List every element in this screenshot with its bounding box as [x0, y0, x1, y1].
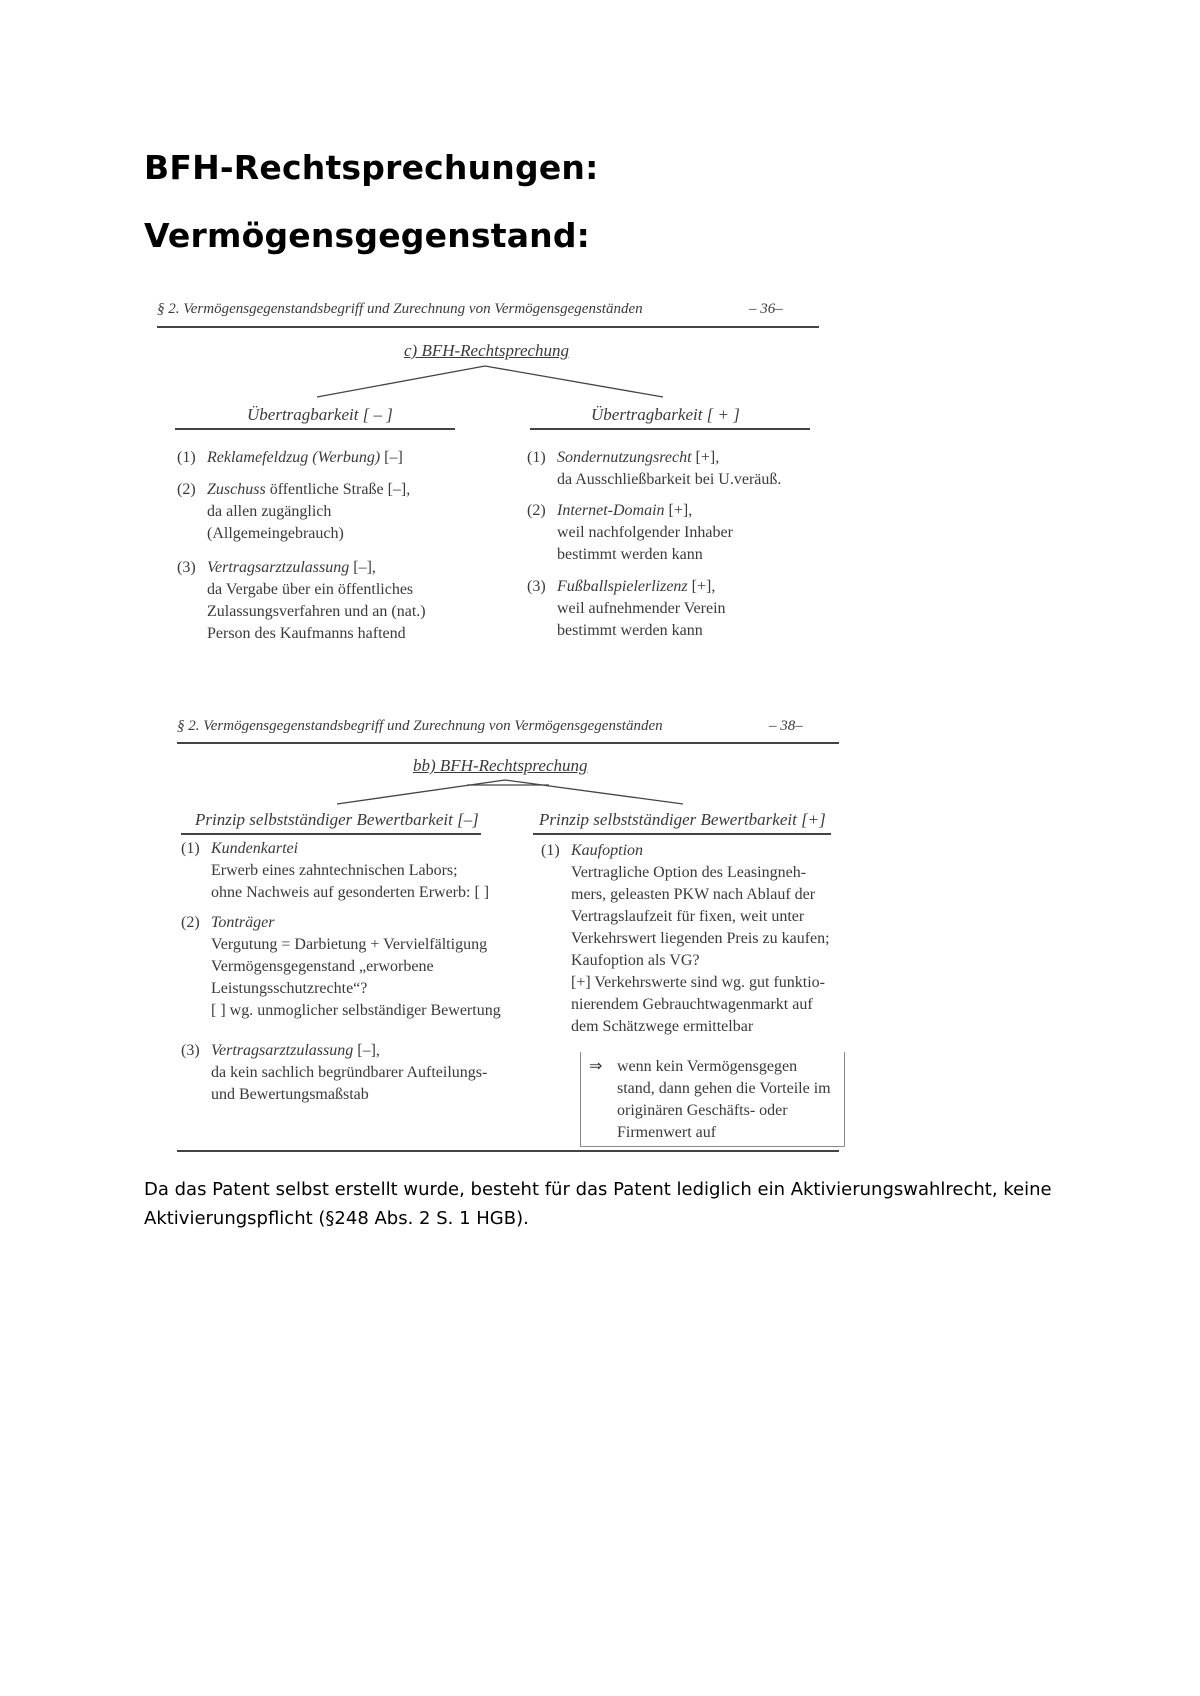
item-number: (1) [177, 449, 196, 466]
item-term: Kundenkartei [211, 840, 299, 857]
item-number: (2) [177, 481, 196, 498]
item-line: Kaufoption als VG? [571, 952, 700, 969]
item-term: Kaufoption [571, 842, 644, 859]
item-line: weil aufnehmender Verein [557, 600, 726, 617]
item-verdict: [+], [687, 578, 716, 595]
item-number: (3) [527, 578, 546, 595]
left-column-heading: Übertragbarkeit [ – ] [247, 405, 393, 424]
item-line: mers, geleasten PKW nach Ablauf der [571, 886, 816, 903]
item-verdict: öffentliche Straße [–], [265, 481, 411, 498]
list-item [527, 447, 781, 491]
item-term: Zuschuss [207, 481, 266, 498]
list-item [527, 576, 726, 642]
item-term: Vertragsarztzulassung [207, 559, 350, 576]
excerpt-title: bb) BFH-Rechtsprechung [413, 756, 588, 775]
note-line: stand, dann gehen die Vorteile [617, 1080, 810, 1097]
item-line: Verkehrswert liegenden Preis zu kaufen; [571, 930, 830, 947]
item-verdict: [+], [691, 449, 720, 466]
excerpt-title: c) BFH-Rechtsprechung [404, 341, 570, 360]
item-line: weil nachfolgender Inhaber [557, 524, 733, 541]
heading-vermoegensgegenstand: Vermögensgegenstand: [144, 216, 591, 255]
item-term: Tonträger [211, 914, 275, 931]
item-number: (3) [177, 559, 196, 576]
item-term: Vertragsarztzulassung [211, 1042, 354, 1059]
item-number: (3) [181, 1042, 200, 1059]
item-term: Sondernutzungsrecht [557, 449, 692, 466]
item-line: dem Schätzwege ermittelbar [571, 1018, 754, 1035]
item-line: Person des Kaufmanns haftend [207, 625, 406, 642]
right-column-rule [533, 833, 831, 835]
list-item [181, 912, 501, 1022]
left-column-rule [175, 428, 455, 430]
list-item [181, 1040, 487, 1106]
list-item [541, 840, 830, 1038]
item-line: da Vergabe über ein öffentliches [207, 581, 414, 598]
scan-excerpt-page-36 [157, 301, 827, 661]
item-line: Erwerb eines zahntechnischen Labors; [211, 862, 458, 879]
item-number: (2) [527, 502, 546, 519]
item-line: Vertragslaufzeit für fixen, weit unter [571, 908, 805, 925]
item-line: Leistungsschutzrechte“? [211, 980, 368, 997]
item-line: bestimmt werden kann [557, 622, 703, 639]
item-line: [ ] wg. unmoglicher selbständiger Bewertung [211, 1002, 501, 1019]
scan-excerpt-page-38 [177, 718, 857, 1158]
item-verdict: [–], [353, 1042, 380, 1059]
list-item [177, 557, 426, 645]
note-line: Firmenwert auf [617, 1124, 717, 1141]
item-term: Fußballspielerlizenz [557, 578, 688, 595]
list-item [177, 479, 410, 545]
item-line: und Bewertungsmaßstab [211, 1086, 369, 1103]
item-line: [+] Verkehrswerte sind wg. gut funktio- [571, 974, 826, 991]
item-line: Vermögensgegenstand „erworbene [211, 958, 434, 975]
right-column-rule [530, 428, 810, 430]
item-number: (1) [181, 840, 200, 857]
implies-arrow-icon: ⇒ [589, 1058, 603, 1075]
item-number: (1) [527, 449, 546, 466]
right-column-heading: Prinzip selbstständiger Bewertbarkeit [+] [539, 810, 826, 829]
item-line: bestimmt werden kann [557, 546, 703, 563]
left-column-rule [181, 833, 481, 835]
list-item [527, 500, 733, 566]
right-column-heading: Übertragbarkeit [ + ] [591, 405, 740, 424]
heading-bfh-rechtsprechungen: BFH-Rechtsprechungen: [144, 148, 599, 187]
item-line: da kein sachlich begründbarer Aufteilungs- [211, 1064, 488, 1081]
tree-branch-lines [157, 301, 827, 421]
item-term: Reklamefeldzug (Werbung) [207, 449, 381, 466]
item-number: (1) [541, 842, 560, 859]
item-line: da Ausschließbarkeit bei U.veräuß. [557, 471, 782, 488]
note-box [580, 1052, 845, 1147]
list-item [177, 447, 403, 469]
item-line: (Allgemeingebrauch) [207, 525, 344, 542]
item-line: ohne Nachweis auf gesonderten Erwerb: [ ] [211, 884, 490, 901]
item-number: (2) [181, 914, 200, 931]
item-verdict: [–] [380, 449, 403, 466]
item-line: Zulassungsverfahren und an (nat.) [207, 603, 426, 620]
note-line: wenn kein Vermögensgegen [617, 1058, 798, 1075]
item-line: da allen zugänglich [207, 503, 332, 520]
section-header: § 2. Vermögensgegenstandsbegriff und Zurechnung von Vermögensgegenständen [157, 301, 643, 317]
item-term: Internet-Domain [557, 502, 665, 519]
left-column-heading: Prinzip selbstständiger Bewertbarkeit [–] [195, 810, 479, 829]
item-verdict: [+], [664, 502, 693, 519]
note-line: im originären Geschäfts- oder [617, 1080, 831, 1119]
item-line: Vergutung = Darbietung + Vervielfältigung [211, 936, 488, 953]
item-verdict: [–], [349, 559, 376, 576]
list-item [181, 838, 489, 904]
conclusion-paragraph: Da das Patent selbst erstellt wurde, besteht für das Patent lediglich ein Aktivierungswahlrecht, keine Aktivierungspflicht (§248 Abs. 2 S. 1 HGB). [144, 1179, 1052, 1229]
item-line: Vertragliche Option des Leasingneh- [571, 864, 807, 881]
bottom-rule [177, 1150, 839, 1152]
page-number: – 36– [749, 301, 783, 317]
page-number: – 38– [769, 718, 803, 734]
item-line: nierendem Gebrauchtwagenmarkt auf [571, 996, 813, 1013]
section-header: § 2. Vermögensgegenstandsbegriff und Zurechnung von Vermögensgegenständen [177, 718, 663, 734]
